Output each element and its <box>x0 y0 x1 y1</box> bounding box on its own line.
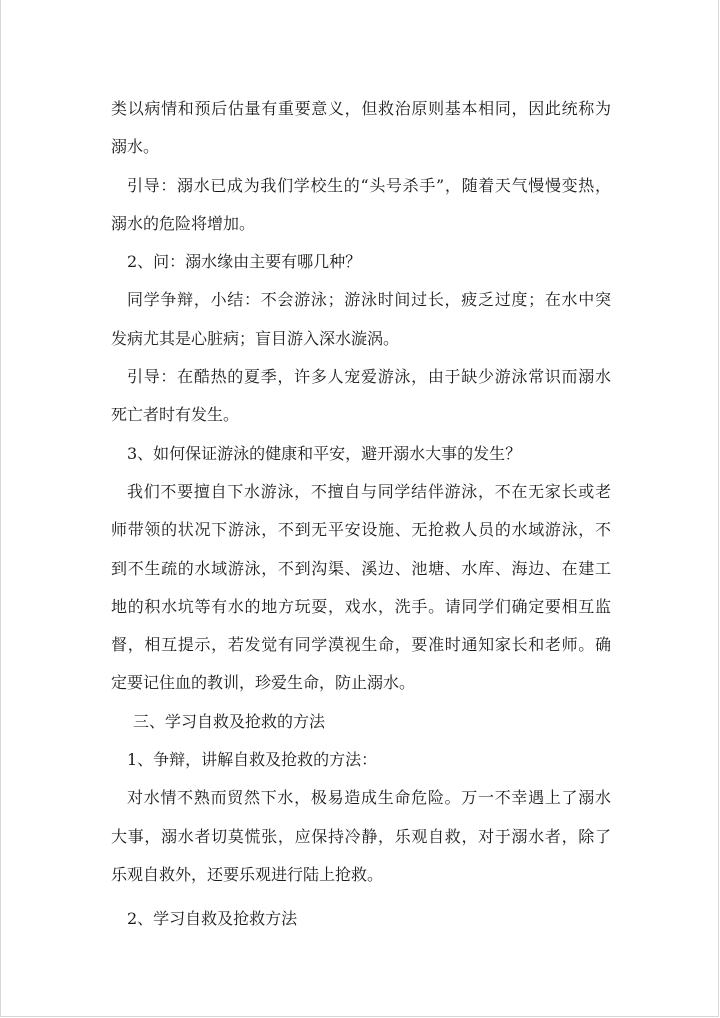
text-line: 2、问：溺水缘由主要有哪几种？ <box>127 252 362 272</box>
text-line: 到不生疏的水域游泳，不到沟渠、溪边、池塘、水库、海边、在建工 <box>111 558 611 578</box>
text-line: 地的积水坑等有水的地方玩耍，戏水，洗手。请同学们确定要相互监 <box>111 596 611 616</box>
text-line: 督，相互提示，若发觉有同学漠视生命，要准时通知家长和老师。确 <box>111 635 611 655</box>
text-line: 同学争辩，小结：不会游泳；游泳时间过长，疲乏过度；在水中突 <box>127 290 611 310</box>
text-line: 定要记住血的教训，珍爱生命，防止溺水。 <box>111 673 416 693</box>
text-line: 溺水。 <box>111 137 160 157</box>
text-line: 引导：溺水已成为我们学校生的“头号杀手”，随着天气慢慢变热， <box>127 175 611 195</box>
text-line: 对水情不熟而贸然下水，极易造成生命危险。万一不幸遇上了溺水 <box>127 788 611 808</box>
text-line: 乐观自救外，还要乐观进行陆上抢救。 <box>111 864 384 884</box>
document-body <box>111 90 611 939</box>
text-line: 发病尤其是心脏病；盲目游入深水漩涡。 <box>111 328 400 348</box>
text-line: 溺水的危险将增加。 <box>111 213 256 233</box>
text-line: 类以病情和预后估量有重要意义，但救治原则基本相同，因此统称为 <box>111 99 611 118</box>
text-line: 2、学习自救及抢救方法 <box>127 909 298 929</box>
text-line: 引导：在酷热的夏季，许多人宠爱游泳，由于缺少游泳常识而溺水 <box>127 367 611 387</box>
text-line: 三、学习自救及抢救的方法 <box>133 711 326 731</box>
text-line: 死亡者时有发生。 <box>111 405 240 425</box>
text-line: 大事，溺水者切莫慌张，应保持冷静，乐观自救，对于溺水者，除了 <box>111 826 611 846</box>
text-line: 我们不要擅自下水游泳，不擅自与同学结伴游泳，不在无家长或老 <box>127 481 611 501</box>
text-line: 3、如何保证游泳的健康和平安，避开溺水大事的发生？ <box>127 443 522 463</box>
text-line: 师带领的状况下游泳，不到无平安设施、无抢救人员的水域游泳，不 <box>111 520 611 540</box>
text-line: 1、争辩，讲解自救及抢救的方法： <box>127 750 378 770</box>
